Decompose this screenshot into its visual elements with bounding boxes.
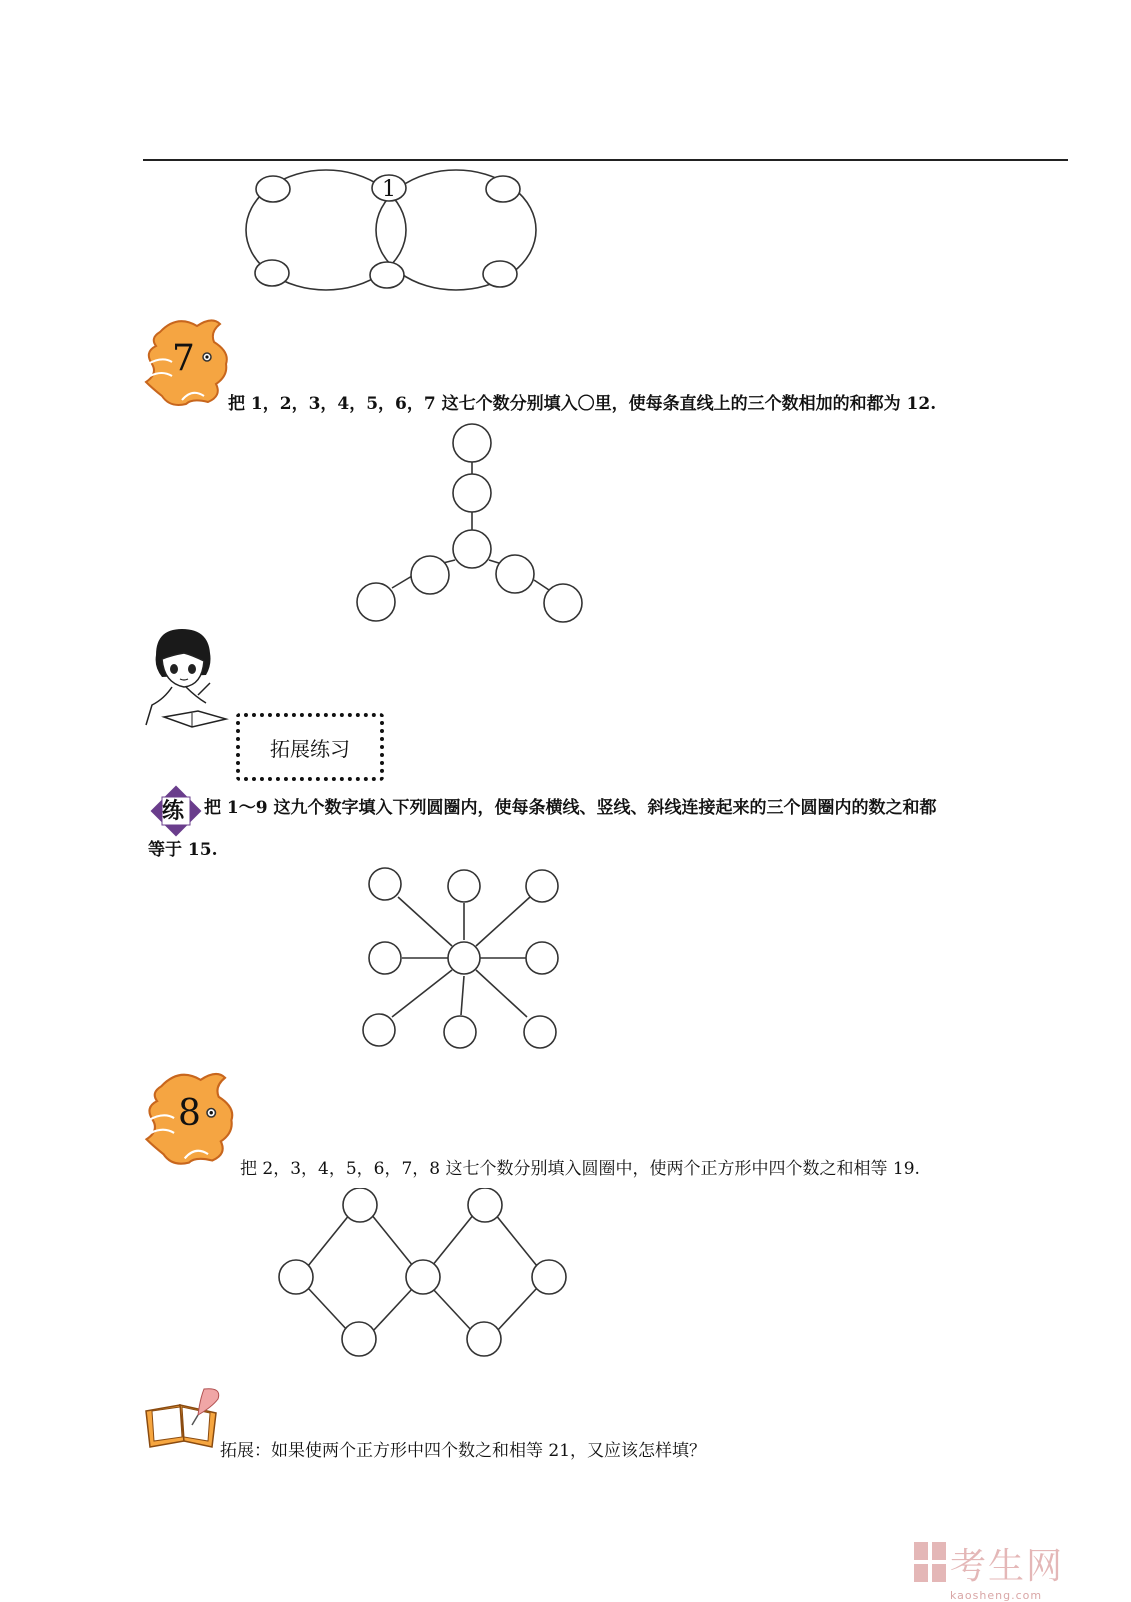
watermark xyxy=(950,1538,1064,1602)
empty-circle xyxy=(255,260,289,286)
empty-circle xyxy=(411,556,449,594)
question-number-8: 8 xyxy=(178,1093,201,1134)
empty-circle xyxy=(453,474,491,512)
empty-circle xyxy=(279,1260,313,1294)
question-7-text: 把 1，2，3，4，5，6，7 这七个数分别填入〇里，使每条直线上的三个数相加的和都为 12. xyxy=(228,394,937,414)
empty-circle xyxy=(357,583,395,621)
empty-circle xyxy=(532,1260,566,1294)
empty-circle xyxy=(483,261,517,287)
empty-circle xyxy=(363,1014,395,1046)
empty-circle xyxy=(526,942,558,974)
empty-circle xyxy=(526,870,558,902)
given-number: 1 xyxy=(382,177,396,202)
extension-practice-title: 拓展练习 xyxy=(236,713,384,781)
three-arm-diagram xyxy=(352,418,592,628)
question-number-7: 7 xyxy=(172,338,195,379)
watermark-cn: 考生网 xyxy=(950,1546,1065,1587)
empty-circle xyxy=(486,176,520,202)
empty-circle xyxy=(369,868,401,900)
nine-circle-star-diagram xyxy=(355,862,575,1062)
empty-circle xyxy=(256,176,290,202)
center-circle xyxy=(448,942,480,974)
empty-circle xyxy=(524,1016,556,1048)
watermark-logo-icon xyxy=(912,1540,950,1584)
practice-badge-label: 练 xyxy=(162,799,185,824)
two-ellipse-diagram xyxy=(240,168,550,298)
empty-circle xyxy=(453,424,491,462)
center-circle xyxy=(453,530,491,568)
header-rule xyxy=(143,159,1068,161)
empty-circle xyxy=(444,1016,476,1048)
empty-circle xyxy=(343,1188,377,1222)
two-diamond-diagram xyxy=(270,1188,580,1370)
empty-circle xyxy=(370,262,404,288)
empty-circle xyxy=(342,1322,376,1356)
empty-circle xyxy=(496,555,534,593)
watermark-en: kaosheng.com xyxy=(950,1589,1043,1602)
boy-reading-icon xyxy=(142,625,232,733)
extension-text: 拓展：如果使两个正方形中四个数之和相等 21，又应该怎样填？ xyxy=(220,1441,707,1461)
question-8-text: 把 2，3，4，5，6，7，8 这七个数分别填入圆圈中，使两个正方形中四个数之和相等 19. xyxy=(240,1159,920,1179)
shared-circle xyxy=(406,1260,440,1294)
empty-circle xyxy=(544,584,582,622)
practice-text-line2: 等于 15. xyxy=(148,840,218,860)
empty-circle xyxy=(468,1188,502,1222)
practice-text-line1: 把 1～9 这九个数字填入下列圆圈内，使每条横线、竖线、斜线连接起来的三个圆圈内的数之和都 xyxy=(204,798,937,818)
empty-circle xyxy=(448,870,480,902)
empty-circle xyxy=(467,1322,501,1356)
empty-circle xyxy=(369,942,401,974)
open-book-icon xyxy=(142,1385,224,1455)
